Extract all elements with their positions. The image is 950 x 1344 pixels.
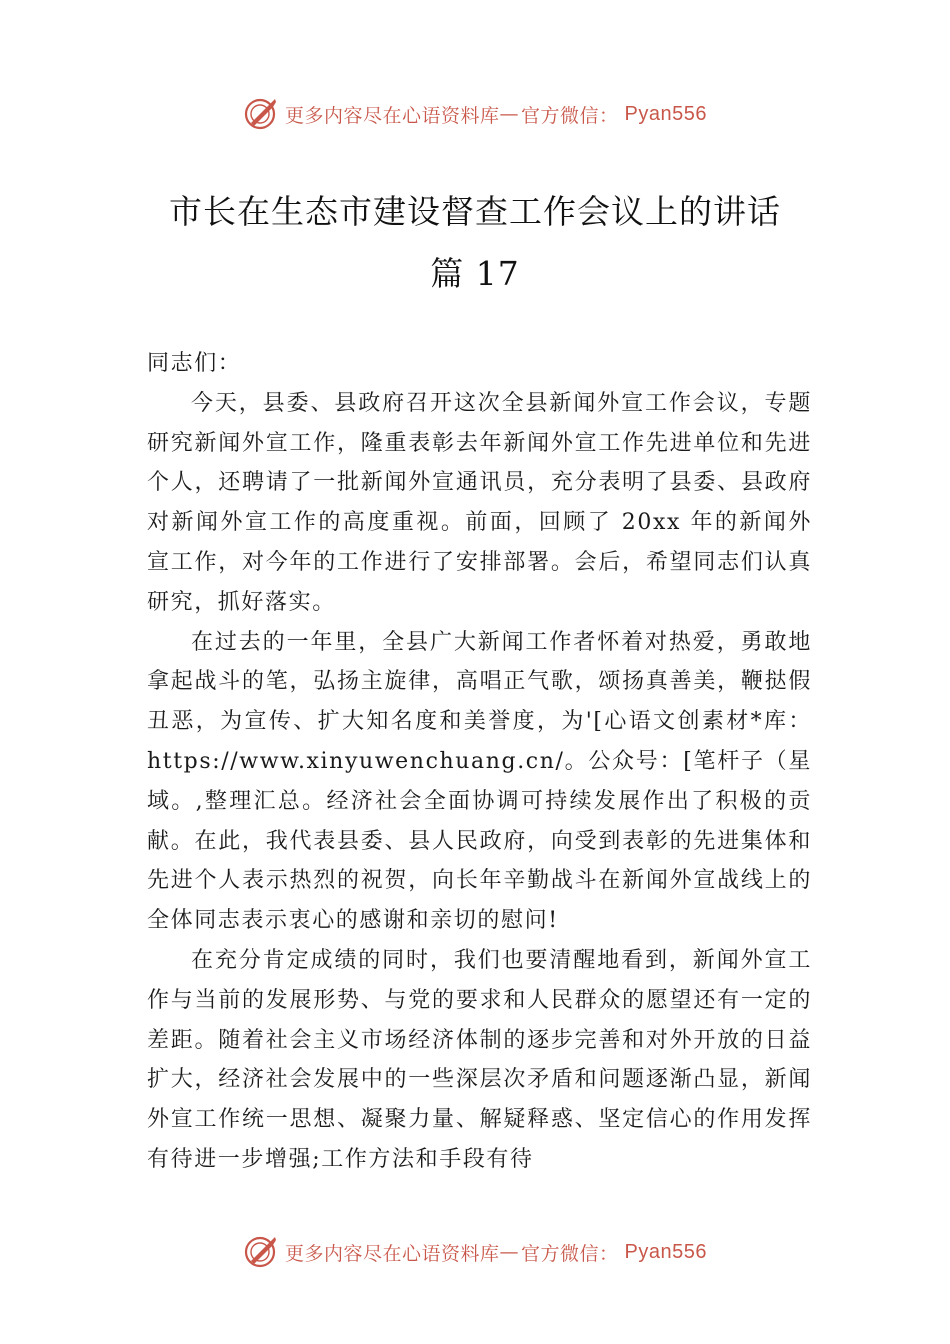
document-title: 市长在生态市建设督查工作会议上的讲话	[169, 192, 781, 231]
banner-dash: —	[499, 103, 520, 125]
footer-banner	[0, 1232, 950, 1272]
salutation: 同志们：	[147, 351, 242, 376]
document-body	[147, 344, 812, 1180]
body-paragraph: 在充分肯定成绩的同时，我们也要清醒地看到，新闻外宣工作与当前的发展形势、与党的要求和人民群众的愿望还有一定的差距。随着社会主义市场经济体制的逐步完善和对外开放的日益扩大，经济社会发展中的一些深层次矛盾和问题逐渐凸显，新闻外宣工作统一思想、凝聚力量、解疑释惑、坚定信心的作用发挥有待进一步增强;工作方法和手段有待	[147, 947, 812, 1172]
banner-wechat-id: Pyan556	[624, 1240, 707, 1263]
header-banner	[0, 94, 950, 134]
banner-brand-text: 更多内容尽在心语资料库	[285, 104, 500, 127]
banner-wechat-label: 官方微信：	[521, 1242, 619, 1265]
banner-dash: —	[499, 1241, 520, 1263]
body-paragraph: 今天，县委、县政府召开这次全县新闻外宣工作会议，专题研究新闻外宣工作，隆重表彰去年新闻外宣工作先进单位和先进个人，还聘请了一批新闻外宣通讯员，充分表明了县委、县政府对新闻外宣工作的高度重视。前面，回顾了 20xx 年的新闻外宣工作，对今年的工作进行了安排部署。会后，希望同志们认真研究，抓好落实。	[147, 390, 812, 615]
banner-wechat-label: 官方微信：	[521, 104, 619, 127]
banner-wechat-id: Pyan556	[624, 102, 707, 125]
document-title-part: 篇 17	[430, 254, 520, 293]
pen-logo-icon	[243, 1234, 279, 1270]
pen-logo-icon	[243, 96, 279, 132]
body-paragraph: 在过去的一年里，全县广大新闻工作者怀着对热爱，勇敢地拿起战斗的笔，弘扬主旋律，高唱正气歌，颂扬真善美，鞭挞假丑恶，为宣传、扩大知名度和美誉度，为'[心语文创素材*库：https://www.xinyuwenchuang.cn/。公众号：[笔杆子（星域。,整理汇总。经济社会全面协调可持续发展作出了积极的贡献。在此，我代表县委、县人民政府，向受到表彰的先进集体和先进个人表示热烈的祝贺，向长年辛勤战斗在新闻外宣战线上的全体同志表示衷心的感谢和亲切的慰问!	[147, 629, 812, 934]
banner-brand-text: 更多内容尽在心语资料库	[285, 1242, 500, 1265]
